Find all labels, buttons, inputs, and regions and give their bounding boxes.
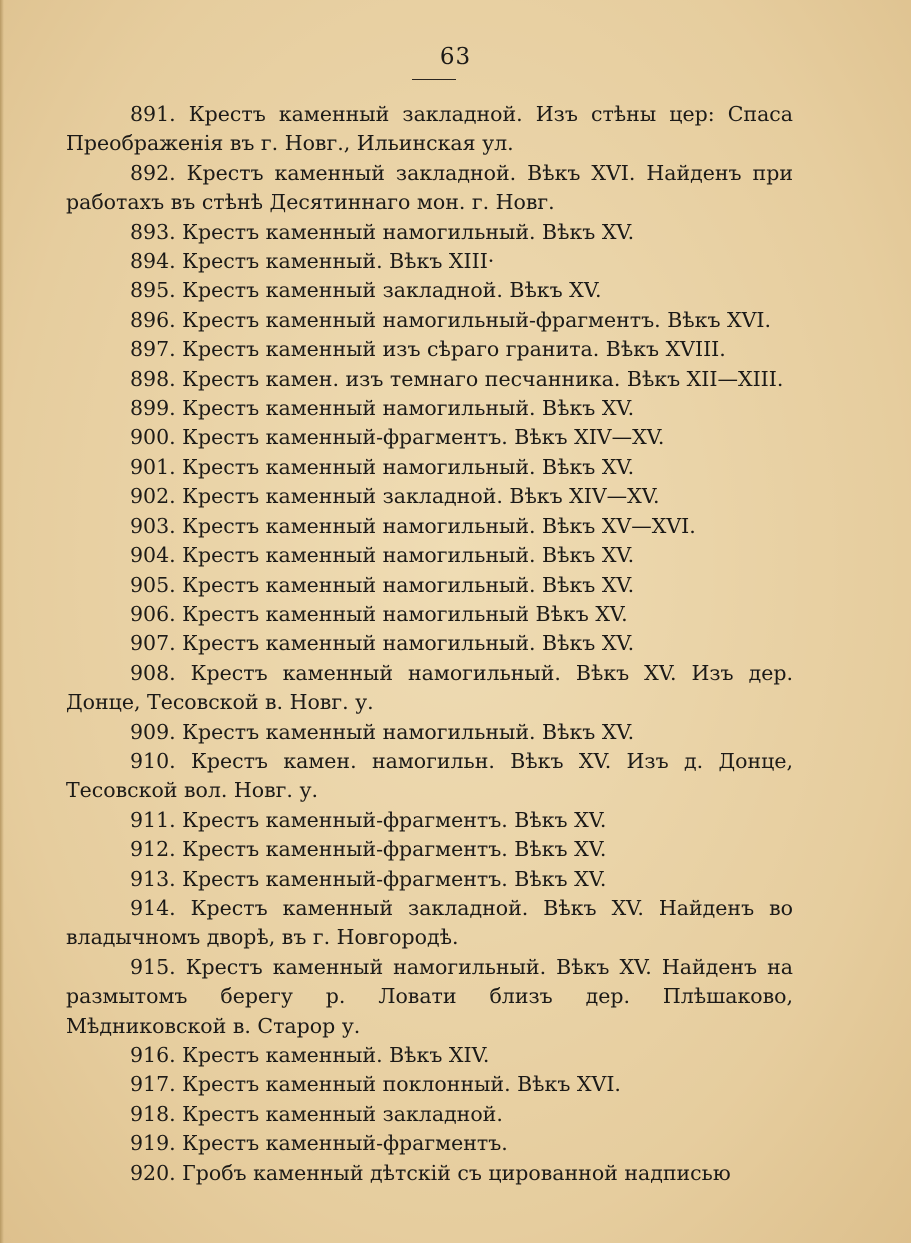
- catalog-entry-list: [66, 100, 793, 1188]
- catalog-entry: 919. Крестъ каменный-фрагментъ.: [130, 1131, 508, 1156]
- catalog-entry: 907. Крестъ каменный намогильный. Вѣкъ XV.: [130, 631, 635, 656]
- catalog-entry: 917. Крестъ каменный поклонный. Вѣкъ XVI.: [130, 1072, 621, 1097]
- catalog-entry: 898. Крестъ камен. изъ темнаго песчанника. Вѣкъ XII—XIII.: [130, 366, 784, 391]
- catalog-entry: 908. Крестъ каменный намогильный. Вѣкъ XV. Изъ дер. Донце, Тесовской в. Новг. у.: [66, 660, 793, 715]
- catalog-entry: 891. Крестъ каменный закладной. Изъ стѣны цер: Спаса Преображенія въ г. Новг., Ильинская ул.: [66, 102, 793, 156]
- catalog-entry: 910. Крестъ камен. намогильн. Вѣкъ XV. Изъ д. Донце, Тесовской вол. Новг. у.: [66, 748, 793, 803]
- catalog-entry: 892. Крестъ каменный закладной. Вѣкъ XVI. Найденъ при работахъ въ стѣнѣ Десятиннаго мон. г. Новг.: [66, 160, 793, 215]
- catalog-entry: 896. Крестъ каменный намогильный-фрагментъ. Вѣкъ XVI.: [130, 307, 772, 332]
- catalog-entry: 894. Крестъ каменный. Вѣкъ XIII·: [130, 249, 495, 274]
- catalog-entry: 911. Крестъ каменный-фрагментъ. Вѣкъ XV.: [130, 807, 607, 832]
- catalog-entry: 903. Крестъ каменный намогильный. Вѣкъ XV—XVI.: [130, 513, 696, 538]
- catalog-entry: 914. Крестъ каменный закладной. Вѣкъ XV. Найденъ во владычномъ дворѣ, въ г. Новгородѣ.: [66, 895, 793, 950]
- catalog-entry: 909. Крестъ каменный намогильный. Вѣкъ XV.: [130, 719, 635, 744]
- catalog-entry: 902. Крестъ каменный закладной. Вѣкъ XIV—XV.: [130, 484, 660, 509]
- catalog-entry: 900. Крестъ каменный-фрагментъ. Вѣкъ XIV—XV.: [130, 425, 665, 450]
- page-number: 63: [439, 44, 472, 70]
- catalog-entry: 913. Крестъ каменный-фрагментъ. Вѣкъ XV.: [130, 866, 607, 891]
- page-edge-shadow: [0, 0, 4, 1243]
- catalog-entry: 920. Гробъ каменный дѣтскій съ цированной надписью: [130, 1160, 731, 1185]
- catalog-entry: 916. Крестъ каменный. Вѣкъ XIV.: [130, 1043, 490, 1067]
- catalog-entry: 905. Крестъ каменный намогильный. Вѣкъ XV.: [130, 572, 635, 597]
- catalog-entry: 915. Крестъ каменный намогильный. Вѣкъ XV. Найденъ на размытомъ берегу р. Ловати близъ дер. Плѣшаково, Мѣдниковской в. Старор у.: [66, 954, 793, 1038]
- catalog-entry: 893. Крестъ каменный намогильный. Вѣкъ XV.: [130, 219, 635, 244]
- catalog-entry: 899. Крестъ каменный намогильный. Вѣкъ XV.: [130, 396, 635, 421]
- catalog-entry: 895. Крестъ каменный закладной. Вѣкъ XV.: [130, 278, 602, 303]
- catalog-entry: 906. Крестъ каменный намогильный Вѣкъ XV.: [130, 601, 628, 626]
- page-number-underline: [412, 79, 456, 80]
- catalog-entry: 897. Крестъ каменный изъ сѣраго гранита. Вѣкъ XVIII.: [130, 337, 726, 362]
- catalog-entry: 901. Крестъ каменный намогильный. Вѣкъ XV.: [130, 454, 635, 479]
- catalog-entry: 912. Крестъ каменный-фрагментъ. Вѣкъ XV.: [130, 837, 607, 862]
- catalog-entry: 904. Крестъ каменный намогильный. Вѣкъ XV.: [130, 543, 635, 568]
- catalog-entry: 918. Крестъ каменный закладной.: [130, 1101, 503, 1126]
